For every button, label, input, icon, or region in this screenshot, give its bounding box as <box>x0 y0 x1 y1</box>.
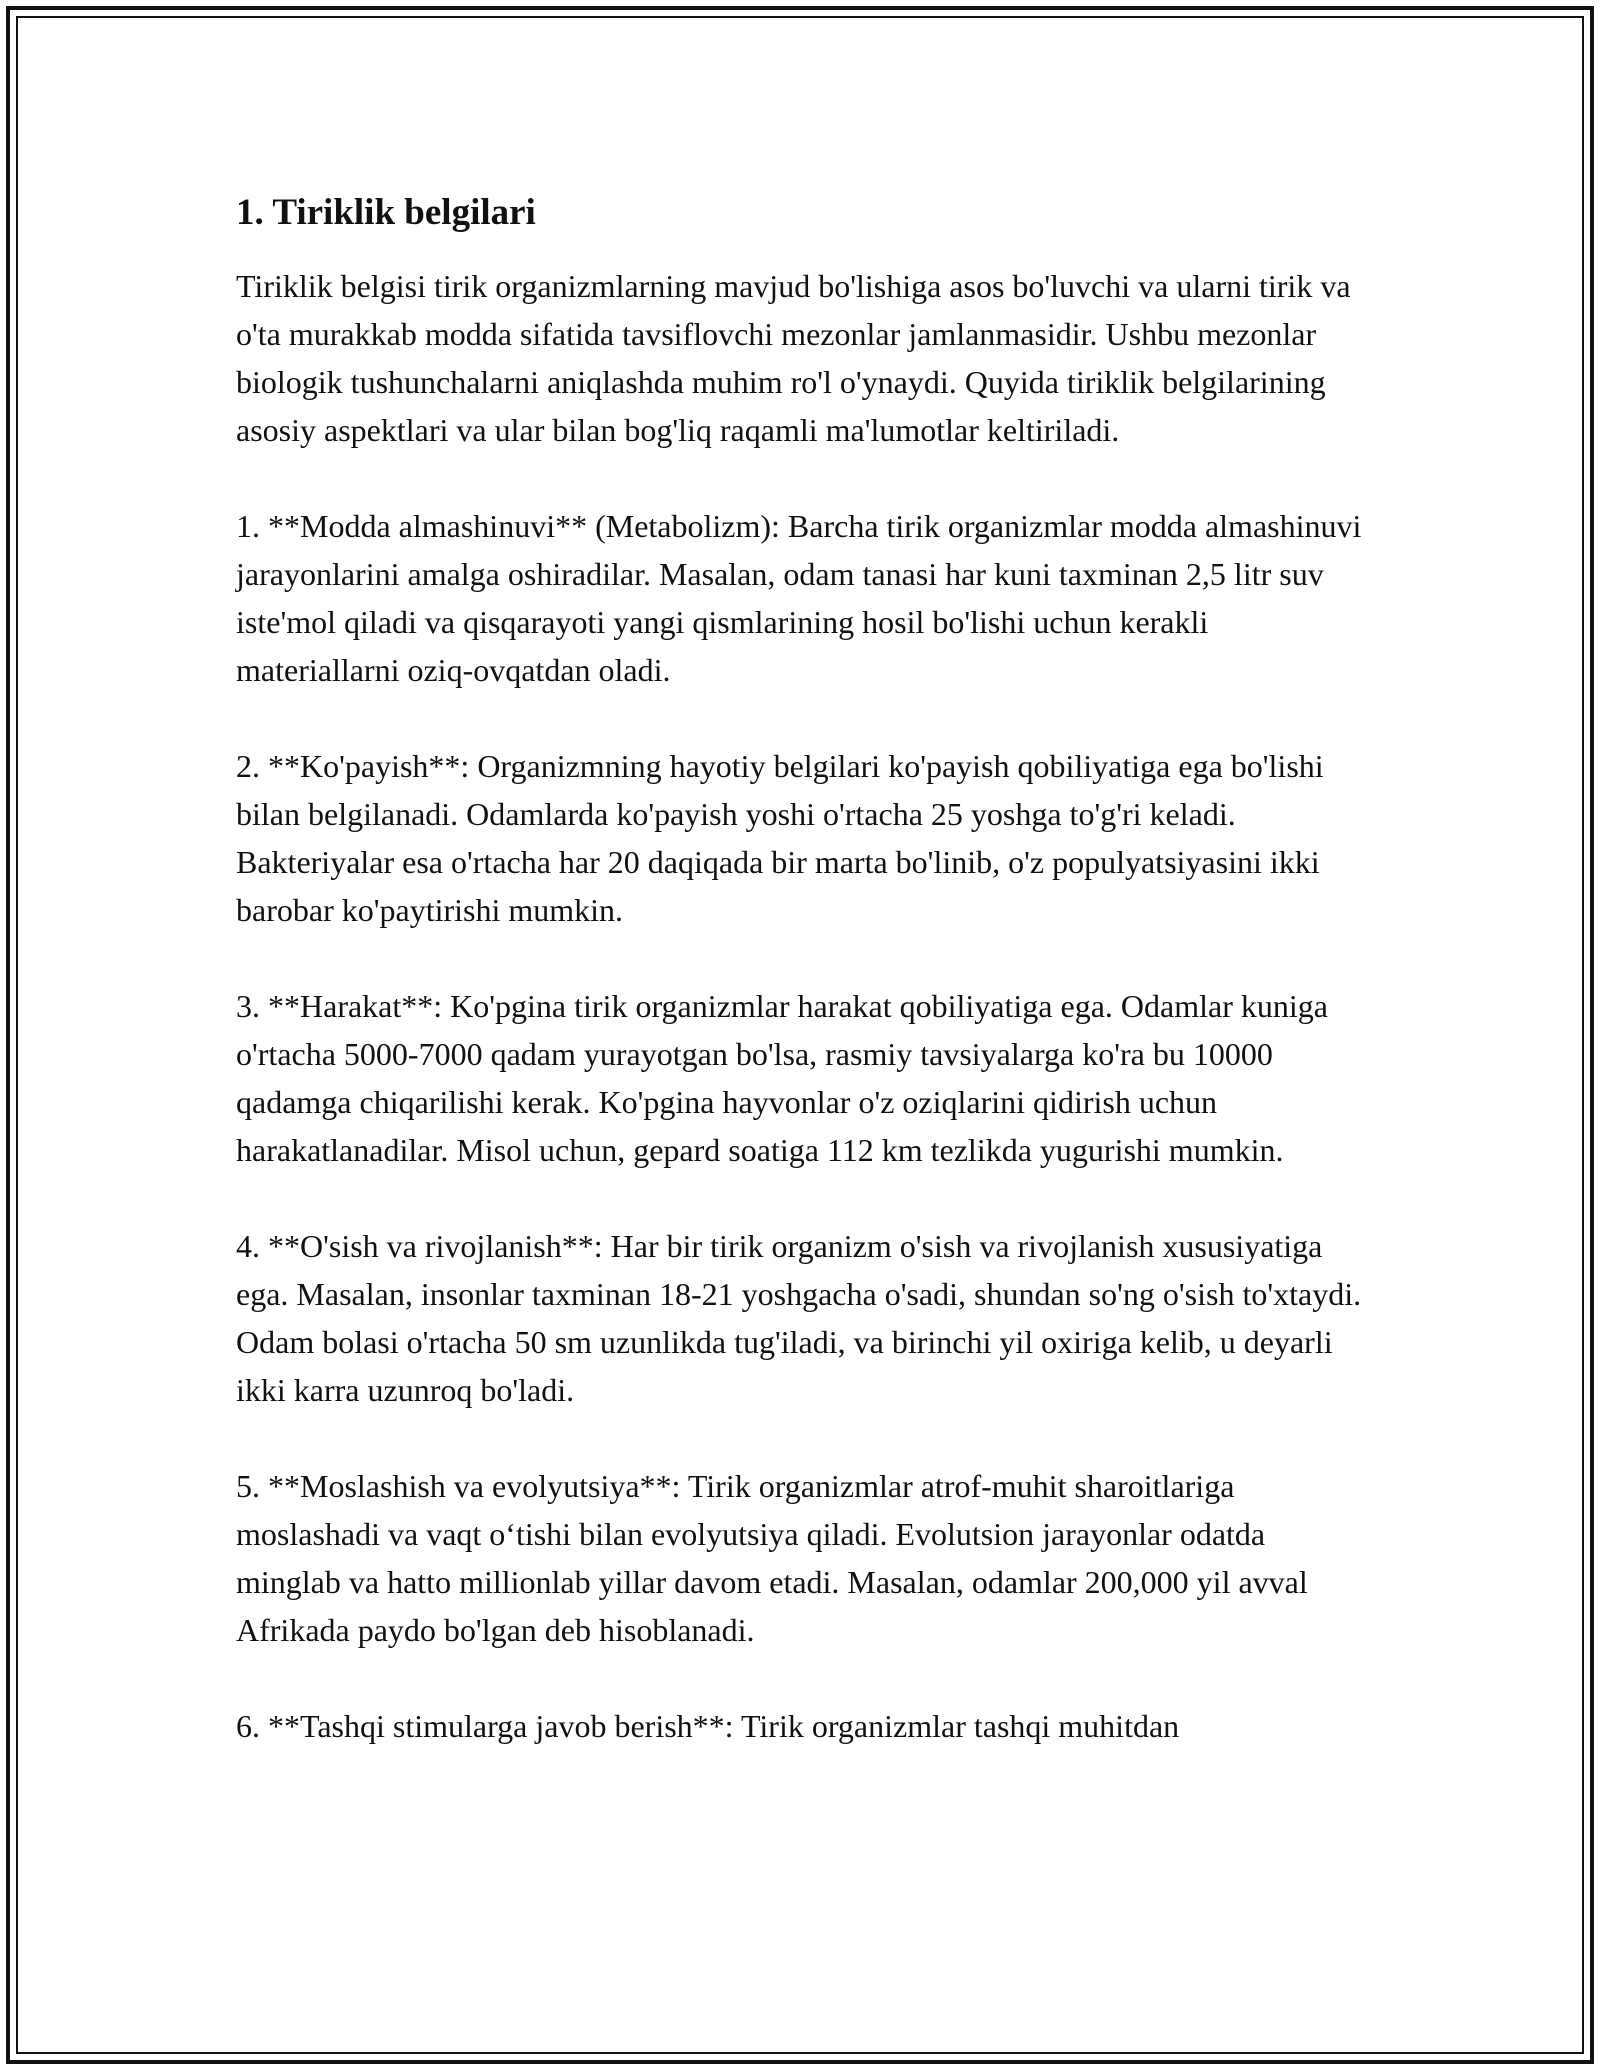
paragraph-adaptation: 5. **Moslashish va evolyutsiya**: Tirik organizmlar atrof-muhit sharoitlariga moslashadi va vaqt o‘tishi bilan evolyutsiya qiladi. Evolutsion jarayonlar odatda minglab va hatto millionlab yillar davom etadi. Masalan, odamlar 200,000 yil avval Afrikada paydo bo'lgan deb hisoblanadi. <box>236 1468 1308 1648</box>
paragraph-reproduction: 2. **Ko'payish**: Organizmning hayotiy belgilari ko'payish qobiliyatiga ega bo'lishi bilan belgilanadi. Odamlarda ko'payish yoshi o'rtacha 25 yoshga to'g'ri keladi. Bakteriyalar esa o'rtacha har 20 daqiqada bir marta bo'linib, o'z populyatsiyasini ikki barobar ko'paytirishi mumkin. <box>236 748 1324 928</box>
document-title: 1. Tiriklik belgilari <box>236 192 536 233</box>
paragraph-movement: 3. **Harakat**: Ko'pgina tirik organizmlar harakat qobiliyatiga ega. Odamlar kuniga o'rtacha 5000-7000 qadam yurayotgan bo'lsa, rasmiy tavsiyalarga ko'ra bu 10000 qadamga chiqarilishi kerak. Ko'pgina hayvonlar o'z oziqlarini qidirish uchun harakatlanadilar. Misol uchun, gepard soatiga 112 km tezlikda yugurishi mumkin. <box>236 988 1328 1168</box>
paragraph-intro: Tiriklik belgisi tirik organizmlarning mavjud bo'lishiga asos bo'luvchi va ularni tirik va o'ta murakkab modda sifatida tavsiflovchi mezonlar jamlanmasidir. Ushbu mezonlar biologik tushunchalarni aniqlashda muhim ro'l o'ynaydi. Quyida tiriklik belgilarining asosiy aspektlari va ular bilan bog'liq raqamli ma'lumotlar keltiriladi. <box>236 268 1351 448</box>
paragraph-growth: 4. **O'sish va rivojlanish**: Har bir tirik organizm o'sish va rivojlanish xususiyatiga ega. Masalan, insonlar taxminan 18-21 yoshgacha o'sadi, shundan so'ng o'sish to'xtaydi. Odam bolasi o'rtacha 50 sm uzunlikda tug'iladi, va birinchi yil oxiriga kelib, u deyarli ikki karra uzunroq bo'ladi. <box>236 1228 1362 1408</box>
document-body <box>236 190 1376 1798</box>
paragraph-metabolism: 1. **Modda almashinuvi** (Metabolizm): Barcha tirik organizmlar modda almashinuvi jarayonlarini amalga oshiradilar. Masalan, odam tanasi har kuni taxminan 2,5 litr suv iste'mol qiladi va qisqarayoti yangi qismlarining hosil bo'lishi uchun kerakli materiallarni oziq-ovqatdan oladi. <box>236 508 1362 688</box>
paragraph-stimuli: 6. **Tashqi stimularga javob berish**: Tirik organizmlar tashqi muhitdan <box>236 1708 1180 1744</box>
